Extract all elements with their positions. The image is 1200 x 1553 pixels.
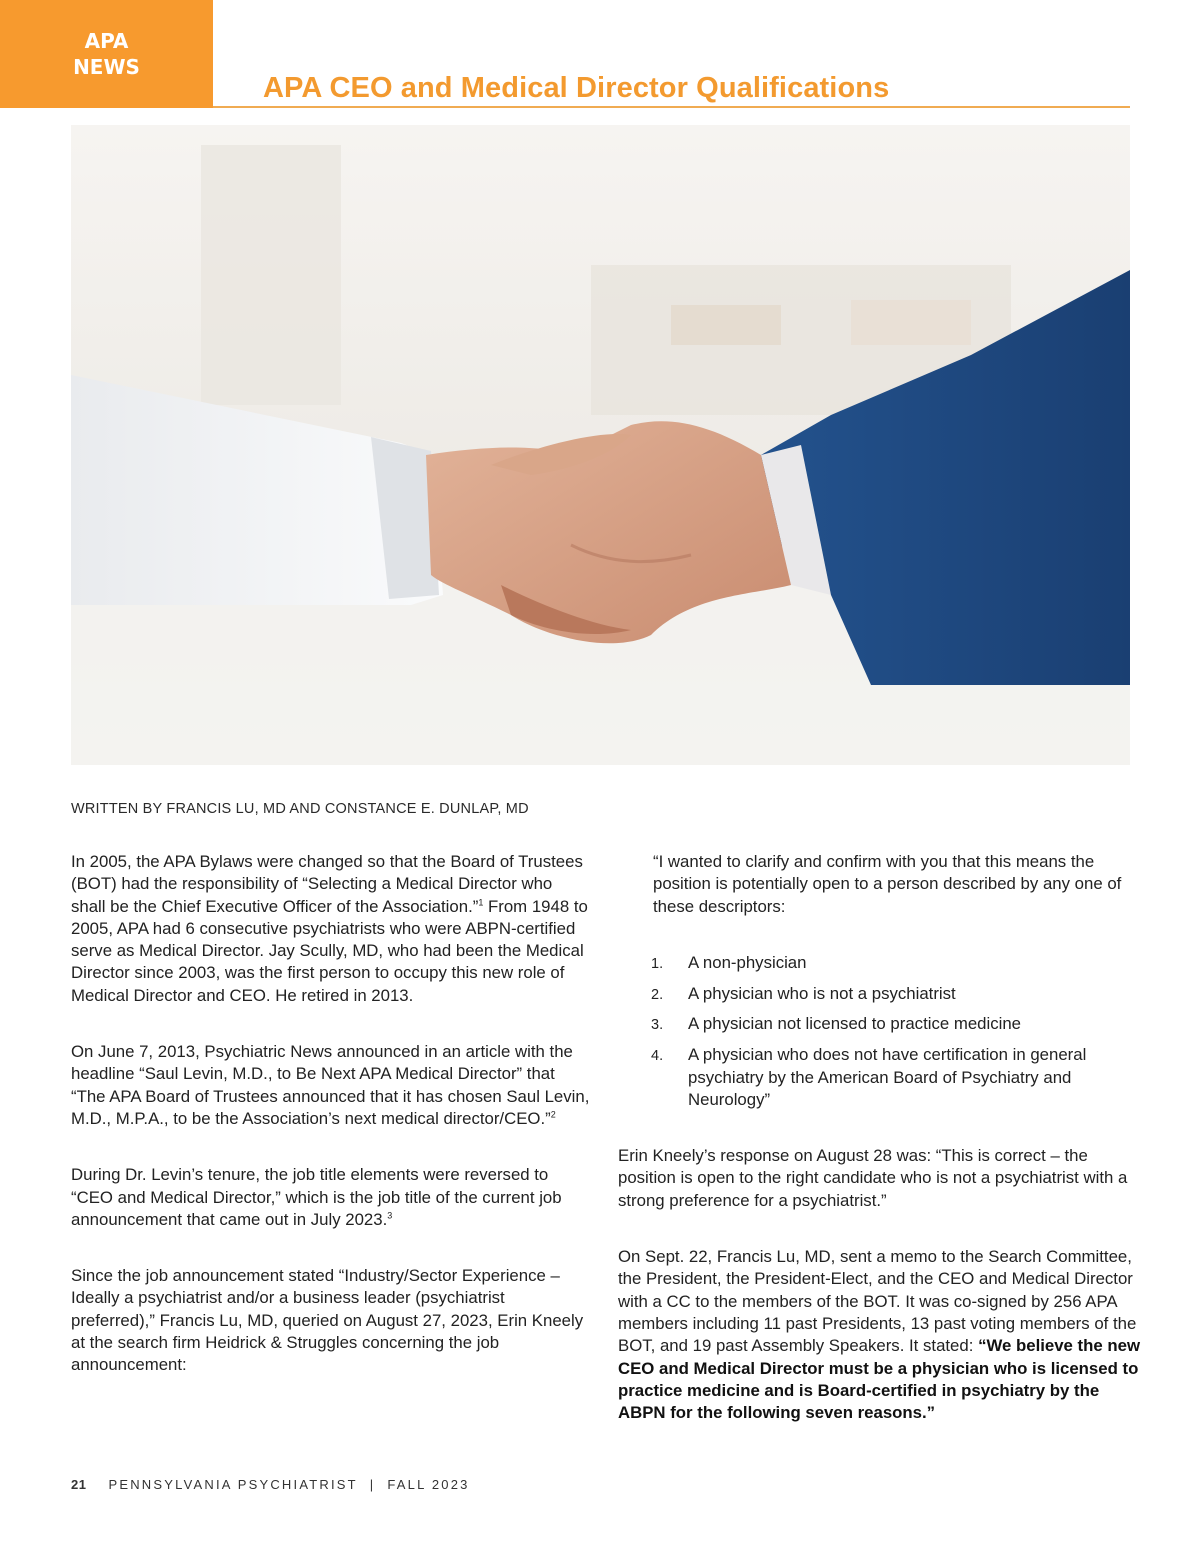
article-headline: APA CEO and Medical Director Qualifications: [263, 72, 890, 104]
paragraph: Since the job announcement stated “Industry/Sector Experience – Ideally a psychiatrist and/or a business leader (psychiatrist preferred),” Francis Lu, MD, queried on August 27, 2023, Erin Kneely at the search firm Heidrick & Struggles concerning the job announcement:: [71, 1266, 584, 1375]
list-item: 2. A physician who is not a psychiatrist: [651, 983, 956, 1003]
handshake-photo: [71, 125, 1130, 765]
right-column: [618, 851, 1143, 1458]
page-number: 21: [71, 1477, 87, 1492]
list-item: 4. A physician who does not have certification in general psychiatry by the American Board of Psychiatry and Neurology”: [651, 1045, 1087, 1109]
paragraph: In 2005, the APA Bylaws were changed so that the Board of Trustees (BOT) had the responsibility of “Selecting a Medical Director who shall be the Chief Executive Officer of the Association.”$^1$ From 1948 to 2005, APA had 6 consecutive psychiatrists who were ABPN-certified serve as Medical Director. Jay Scully, MD, who had been the Medical Director since 2003, was the first person to occupy this new role of Medical Director and CEO. He retired in 2013.: [71, 852, 588, 1005]
section-tag: [0, 0, 213, 108]
paragraph: On June 7, 2013, Psychiatric News announced in an article with the headline “Saul Levin, M.D., to Be Next APA Medical Director” that “The APA Board of Trustees announced that it has chosen Saul Levin, M.D., M.P.A., to be the Association’s next medical director/CEO.”$^2$: [71, 1042, 590, 1128]
memo-statement: “We believe the new CEO and Medical Director must be a physician who is licensed to practice medicine and is Board-certified in psychiatry by the ABPN for the following seven reasons.”: [618, 1336, 1141, 1423]
section-tag-line2: NEWS: [73, 55, 140, 79]
memo-paragraph: On Sept. 22, Francis Lu, MD, sent a memo to the Search Committee, the President, the President-Elect, and the CEO and Medical Director with a CC to the members of the BOT. It was co-signed by 256 APA members including 11 past Presidents, 13 past voting members of the BOT, and 19 past Assembly Speakers. It stated: “We believe the new CEO and Medical Director must be a physician who is licensed to practice medicine and is Board-certified in psychiatry by the ABPN for the following seven reasons.”: [618, 1247, 1141, 1423]
footer-separator: |: [369, 1477, 376, 1492]
descriptor-list: [651, 952, 1143, 1111]
quote-intro: “I wanted to clarify and confirm with you that this means the position is potentially open to a person described by any one of these descriptors:: [653, 852, 1122, 916]
paragraph: During Dr. Levin’s tenure, the job title elements were reversed to “CEO and Medical Director,” which is the job title of the current job announcement that came out in July 2023.$^3$: [71, 1165, 562, 1229]
issue-label: FALL 2023: [387, 1477, 470, 1492]
list-item: 1. A non-physician: [651, 952, 807, 972]
list-item: 3. A physician not licensed to practice medicine: [651, 1014, 1022, 1034]
page-footer: [71, 1477, 470, 1492]
headline-rule: [213, 106, 1130, 108]
response-paragraph: Erin Kneely’s response on August 28 was: “This is correct – the position is open to the right candidate who is not a psychiatrist with a strong preference for a psychiatrist.”: [618, 1146, 1128, 1210]
section-tag-line1: APA: [84, 29, 129, 53]
left-column: [71, 851, 591, 1411]
byline: WRITTEN BY FRANCIS LU, MD AND CONSTANCE E. DUNLAP, MD: [71, 801, 529, 817]
publication-name: PENNSYLVANIA PSYCHIATRIST: [108, 1477, 358, 1492]
